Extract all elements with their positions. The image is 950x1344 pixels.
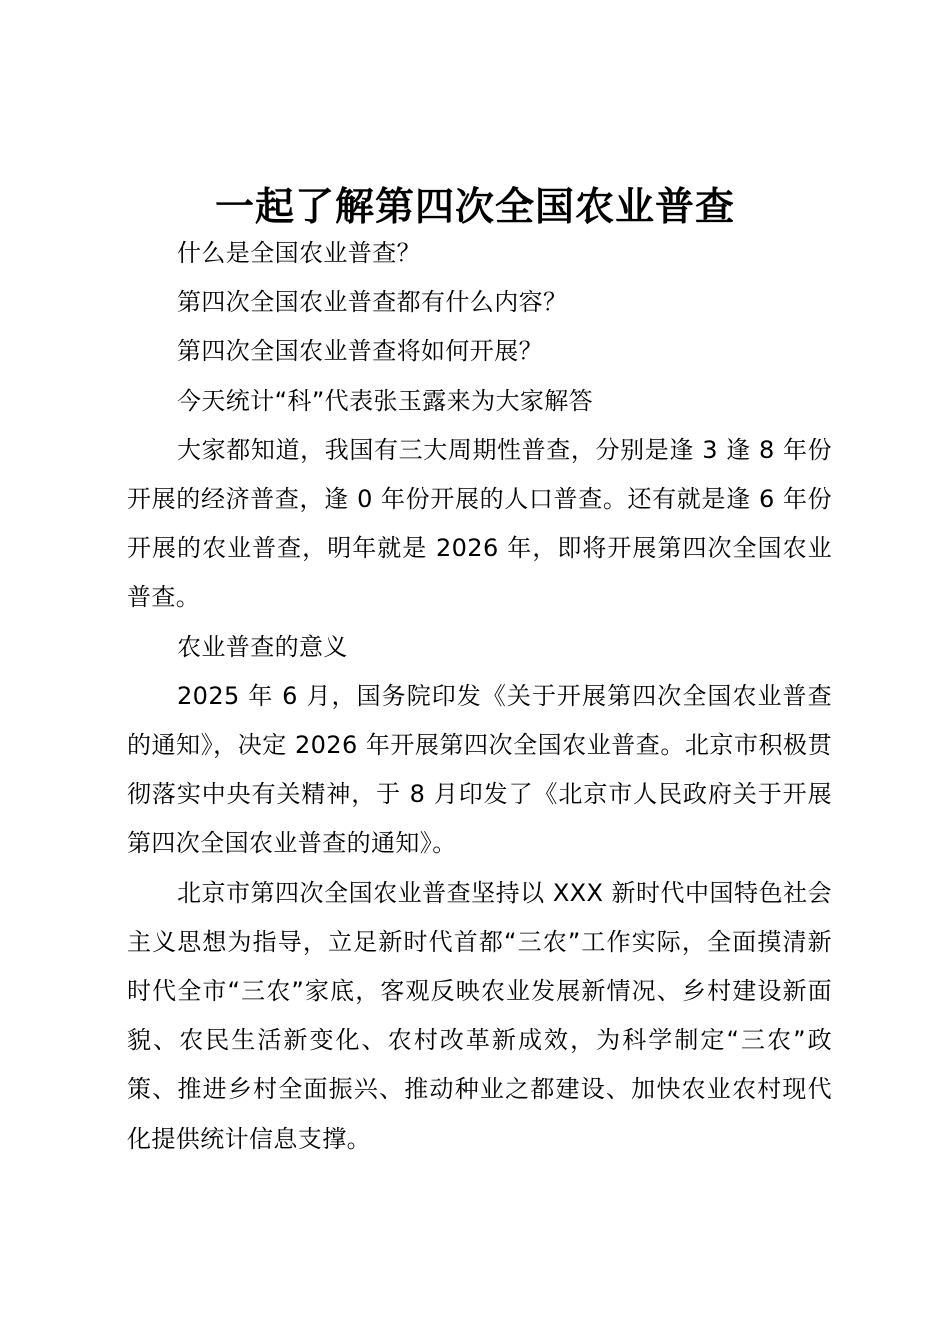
paragraph-three-censuses: 大家都知道，我国有三大周期性普查，分别是逢 3 逢 8 年份开展的经济普查，逢 0 年份开展的人口普查。还有就是逢 6 年份开展的农业普查，明年就是 2026 年，即将开展第四次全国农业普查。	[127, 435, 832, 612]
document-body	[127, 229, 832, 1164]
document-title: 一起了解第四次全国农业普查	[214, 184, 735, 230]
intro-answer-line: 今天统计“科”代表张玉露来为大家解答	[177, 386, 594, 415]
question-census-conduct: 第四次全国农业普查将如何开展？	[177, 337, 543, 366]
paragraph-state-council-notice: 2025 年 6 月，国务院印发《关于开展第四次全国农业普查的通知》，决定 2026 年开展第四次全国农业普查。北京市积极贯彻落实中央有关精神，于 8 月印发了《北京市人民政府关于开展第四次全国农业普查的通知》。	[127, 681, 832, 858]
question-census-content: 第四次全国农业普查都有什么内容？	[177, 288, 568, 317]
section-heading-significance: 农业普查的意义	[177, 632, 348, 661]
question-what-is-census: 什么是全国农业普查？	[177, 239, 421, 267]
paragraph-beijing-census-goals: 北京市第四次全国农业普查坚持以 XXX 新时代中国特色社会主义思想为指导，立足新时代首都“三农”工作实际，全面摸清新时代全市“三农”家底，客观反映农业发展新情况、乡村建设新面貌、农民生活新变化、农村改革新成效，为科学制定“三农”政策、推进乡村全面振兴、推动种业之都建设、加快农业农村现代化提供统计信息支撑。	[127, 878, 832, 1153]
